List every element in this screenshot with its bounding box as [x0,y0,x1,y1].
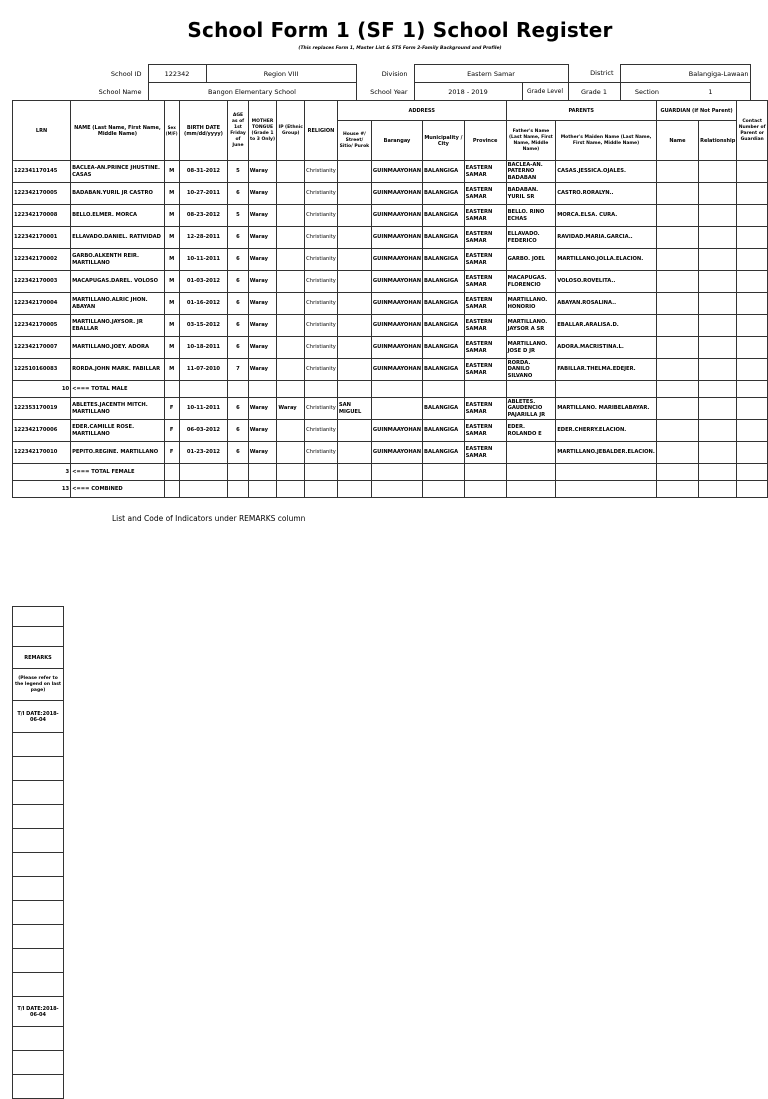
cell-birth: 12-28-2011 [179,227,228,249]
cell-sex: M [164,183,179,205]
cell-religion: Christianity [305,420,338,442]
col-relationship: Relationship [699,121,737,161]
cell-lrn: 122342170006 [13,420,71,442]
cell-birth: 01-16-2012 [179,293,228,315]
cell-barangay: GUINMAAYOHAN [371,161,422,183]
cell-guardian-name [656,161,698,183]
cell-municipality: BALANGIGA [423,249,465,271]
cell-age: 5 [228,161,248,183]
cell-province: EASTERN SAMAR [464,359,506,381]
cell-age: 6 [228,337,248,359]
cell-relationship [699,337,737,359]
cell-name: MARTILLANO.JAYSOR. JR EBALLAR [71,315,165,337]
cell-lrn: 122342170004 [13,293,71,315]
section-value: 1 [708,87,713,96]
cell-religion: Christianity [305,161,338,183]
cell-contact [737,359,768,381]
cell-barangay: GUINMAAYOHAN [371,205,422,227]
combined-row [13,481,768,498]
cell-religion: Christianity [305,249,338,271]
col-age: AGE as of 1st Friday of June [228,101,248,161]
cell-religion: Christianity [305,315,338,337]
register-table [12,100,768,498]
cell-tongue: Waray [248,205,277,227]
cell-birth: 08-31-2012 [179,161,228,183]
cell-house [337,183,371,205]
col-mother-tongue: MOTHER TONGUE (Grade 1 to 3 Only) [248,101,277,161]
cell-religion: Christianity [305,205,338,227]
cell-barangay: GUINMAAYOHAN [371,315,422,337]
student-row [13,315,768,337]
cell-relationship [699,249,737,271]
student-row [13,337,768,359]
cell-barangay: GUINMAAYOHAN [371,420,422,442]
cell-birth: 10-18-2011 [179,337,228,359]
cell-lrn: 122342170002 [13,249,71,271]
cell-contact [737,315,768,337]
cell-father: MARTILLANO. JAYSOR A SR [506,315,556,337]
cell-relationship [699,420,737,442]
cell-guardian-name [656,337,698,359]
cell-relationship [699,183,737,205]
col-religion: RELIGION [305,101,338,161]
cell-province: EASTERN SAMAR [464,337,506,359]
cell-age: 6 [228,315,248,337]
form-subtitle: (This replaces Form 1, Master List & STS Form 2-Family Background and Profile) [298,46,502,51]
col-guardian-name: Name [656,121,698,161]
total-female-label: <=== TOTAL FEMALE [71,464,165,481]
cell-tongue: Waray [248,293,277,315]
cell-ip [277,249,305,271]
school-year-value: 2018 - 2019 [414,83,522,101]
cell-birth: 06-03-2012 [179,420,228,442]
cell-religion: Christianity [305,183,338,205]
cell-name: RORDA.JOHN MARK. FABILLAR [71,359,165,381]
student-row [13,442,768,464]
cell-birth: 10-27-2011 [179,183,228,205]
cell-province: EASTERN SAMAR [464,249,506,271]
cell-guardian-name [656,249,698,271]
cell-tongue: Waray [248,161,277,183]
cell-municipality: BALANGIGA [423,398,465,420]
student-row [13,161,768,183]
cell-house [337,161,371,183]
col-father: Father's Name (Last Name, First Name, Middle Name) [506,121,556,161]
cell-municipality: BALANGIGA [423,161,465,183]
cell-ip [277,337,305,359]
cell-tongue: Waray [248,249,277,271]
student-row [13,205,768,227]
remarks-ti-2: T/I DATE:2018-06-04 [13,997,64,1027]
cell-guardian-name [656,293,698,315]
cell-contact [737,161,768,183]
cell-birth: 10-11-2011 [179,398,228,420]
cell-province: EASTERN SAMAR [464,205,506,227]
col-lrn: LRN [13,101,71,161]
cell-contact [737,271,768,293]
cell-province: EASTERN SAMAR [464,442,506,464]
student-row [13,271,768,293]
cell-religion: Christianity [305,398,338,420]
cell-relationship [699,293,737,315]
cell-relationship [699,161,737,183]
cell-contact [737,249,768,271]
cell-house [337,249,371,271]
cell-mother: ADORA.MACRISTINA.L. [556,337,657,359]
cell-lrn: 122342170003 [13,271,71,293]
cell-father: ABLETES. GAUDENCIO PAJARILLA JR [506,398,556,420]
cell-father: BACLEA-AN. PATERNO BADABAN [506,161,556,183]
cell-mother: CASAS.JESSICA.OJALES. [556,161,657,183]
cell-sex: M [164,359,179,381]
school-id-value: 122342 [148,65,206,83]
cell-father: BADABAN. YURIL SR [506,183,556,205]
legend-note: List and Code of Indicators under REMARKS column [112,514,306,523]
cell-mother: EBALLAR.ARALISA.D. [556,315,657,337]
col-parents: PARENTS [506,101,656,121]
cell-tongue: Waray [248,337,277,359]
female-rows [13,398,768,464]
cell-sex: M [164,271,179,293]
cell-mother: CASTRO.RORALYN.. [556,183,657,205]
cell-religion: Christianity [305,442,338,464]
cell-barangay: GUINMAAYOHAN [371,227,422,249]
male-rows [13,161,768,381]
remarks-header: REMARKS [13,647,64,669]
cell-name: BADABAN.YURIL JR CASTRO [71,183,165,205]
cell-relationship [699,359,737,381]
cell-municipality: BALANGIGA [423,315,465,337]
cell-guardian-name [656,359,698,381]
cell-tongue: Waray [248,442,277,464]
cell-barangay: GUINMAAYOHAN [371,293,422,315]
grade-level-label: Grade Level [522,83,568,101]
section-cell [620,83,750,101]
cell-ip [277,183,305,205]
total-male-count: 10 [13,381,71,398]
cell-relationship [699,398,737,420]
cell-relationship [699,315,737,337]
cell-lrn: 122342170008 [13,205,71,227]
cell-ip [277,293,305,315]
cell-guardian-name [656,183,698,205]
col-municipality: Municipality / City [423,121,465,161]
cell-ip [277,161,305,183]
cell-name: PEPITO.REGINE. MARTILLANO [71,442,165,464]
cell-father: MACAPUGAS. FLORENCIO [506,271,556,293]
cell-municipality: BALANGIGA [423,442,465,464]
cell-tongue: Waray [248,271,277,293]
student-row [13,359,768,381]
cell-province: EASTERN SAMAR [464,183,506,205]
cell-lrn: 122510160083 [13,359,71,381]
cell-contact [737,420,768,442]
cell-lrn: 122342170001 [13,227,71,249]
cell-ip [277,205,305,227]
cell-mother: MARTILLANO.JOLLA.ELACION. [556,249,657,271]
remarks-note: (Please refer to the legend on last page) [13,669,64,701]
cell-lrn: 122342170007 [13,337,71,359]
student-row [13,293,768,315]
cell-contact [737,442,768,464]
cell-sex: F [164,442,179,464]
cell-father: GARBO. JOEL [506,249,556,271]
cell-guardian-name [656,271,698,293]
total-male-row [13,381,768,398]
section-label: Section [634,87,659,96]
col-barangay: Barangay [371,121,422,161]
cell-age: 6 [228,442,248,464]
cell-sex: M [164,337,179,359]
cell-age: 6 [228,398,248,420]
cell-name: MARTILLANO.JOEY. ADORA [71,337,165,359]
student-row [13,183,768,205]
cell-age: 6 [228,420,248,442]
cell-contact [737,337,768,359]
cell-barangay: GUINMAAYOHAN [371,271,422,293]
cell-father: ELLAVADO. FEDERICO [506,227,556,249]
district-value: Balangiga-Lawaan [620,65,750,83]
cell-sex: M [164,161,179,183]
col-province: Province [464,121,506,161]
cell-ip [277,359,305,381]
cell-contact [737,205,768,227]
cell-house [337,359,371,381]
cell-contact [737,398,768,420]
cell-name: ABLETES.JACENTH MITCH. MARTILLANO [71,398,165,420]
cell-province: EASTERN SAMAR [464,227,506,249]
total-male-label: <=== TOTAL MALE [71,381,165,398]
col-ip: IP (Ethnic Group) [277,101,305,161]
division-value: Eastern Samar [414,65,568,83]
school-year-label: School Year [370,87,408,96]
total-female-row [13,464,768,481]
cell-lrn: 122342170005 [13,315,71,337]
student-row [13,249,768,271]
student-row [13,398,768,420]
cell-barangay: GUINMAAYOHAN [371,183,422,205]
cell-province: EASTERN SAMAR [464,398,506,420]
cell-age: 5 [228,205,248,227]
cell-contact [737,183,768,205]
district-label: District [590,69,614,78]
cell-father: EDER. ROLANDO E [506,420,556,442]
cell-tongue: Waray [248,359,277,381]
cell-barangay: GUINMAAYOHAN [371,442,422,464]
cell-sex: M [164,249,179,271]
cell-province: EASTERN SAMAR [464,420,506,442]
cell-father: RORDA. DANILO SILVANO [506,359,556,381]
col-mother: Mother's Maiden Name (Last Name, First Name, Middle Name) [556,121,657,161]
cell-relationship [699,442,737,464]
col-sex: Sex (M/F) [164,101,179,161]
cell-house [337,442,371,464]
cell-contact [737,227,768,249]
cell-relationship [699,271,737,293]
cell-birth: 10-11-2011 [179,249,228,271]
cell-ip [277,442,305,464]
cell-tongue: Waray [248,183,277,205]
cell-sex: M [164,315,179,337]
cell-guardian-name [656,227,698,249]
cell-religion: Christianity [305,293,338,315]
grade-level-value: Grade 1 [568,83,620,101]
cell-religion: Christianity [305,337,338,359]
cell-lrn: 122342170005 [13,183,71,205]
cell-tongue: Waray [248,398,277,420]
cell-mother: RAVIDAD.MARIA.GARCIA.. [556,227,657,249]
cell-religion: Christianity [305,227,338,249]
student-row [13,227,768,249]
cell-guardian-name [656,442,698,464]
cell-barangay: GUINMAAYOHAN [371,359,422,381]
cell-name: EDER.CAMILLE ROSE. MARTILLANO [71,420,165,442]
school-id-label: School ID [110,69,142,78]
region-value: Region VIII [206,65,356,83]
cell-father: MARTILLANO. JOSE D JR [506,337,556,359]
cell-mother: ABAYAN.ROSALINA.. [556,293,657,315]
cell-sex: M [164,293,179,315]
school-name-value: Bangon Elementary School [148,83,356,101]
cell-tongue: Waray [248,420,277,442]
cell-mother: FABILLAR.THELMA.EDEJER. [556,359,657,381]
cell-father [506,442,556,464]
cell-ip [277,227,305,249]
col-birth-date: BIRTH DATE (mm/dd/yyyy) [179,101,228,161]
cell-lrn: 122342170010 [13,442,71,464]
cell-municipality: BALANGIGA [423,359,465,381]
remarks-ti-1: T/I DATE:2018-06-04 [13,701,64,733]
division-label: Division [381,69,408,78]
cell-house [337,227,371,249]
cell-mother: MARTILLANO.JEBALDER.ELACION. [556,442,657,464]
col-house: House #/ Street/ Sitio/ Purok [337,121,371,161]
cell-name: BELLO.ELMER. MORCA [71,205,165,227]
cell-barangay: GUINMAAYOHAN [371,249,422,271]
cell-age: 6 [228,183,248,205]
cell-municipality: BALANGIGA [423,183,465,205]
cell-mother: MORCA.ELSA. CURA. [556,205,657,227]
combined-label: <=== COMBINED [71,481,165,498]
cell-sex: F [164,420,179,442]
cell-municipality: BALANGIGA [423,293,465,315]
cell-lrn: 122353170019 [13,398,71,420]
cell-religion: Christianity [305,271,338,293]
cell-name: GARBO.ALKENTH REIR. MARTILLANO [71,249,165,271]
cell-name: MACAPUGAS.DAREL. VOLOSO [71,271,165,293]
school-info-header [12,64,751,101]
school-name-label: School Name [98,87,142,96]
cell-municipality: BALANGIGA [423,337,465,359]
cell-house [337,337,371,359]
cell-father: BELLO. RINO ECHAS [506,205,556,227]
cell-municipality: BALANGIGA [423,205,465,227]
cell-mother: EDER.CHERRY.ELACION. [556,420,657,442]
cell-barangay [371,398,422,420]
cell-guardian-name [656,398,698,420]
cell-municipality: BALANGIGA [423,227,465,249]
cell-birth: 11-07-2010 [179,359,228,381]
cell-name: ELLAVADO.DANIEL. RATIVIDAD [71,227,165,249]
cell-name: BACLEA-AN.PRINCE JHUSTINE. CASAS [71,161,165,183]
col-name: NAME (Last Name, First Name, Middle Name) [71,101,165,161]
cell-birth: 03-15-2012 [179,315,228,337]
cell-house [337,205,371,227]
cell-contact [737,293,768,315]
col-contact: Contact Number of Parent or Guardian [737,101,768,161]
cell-sex: F [164,398,179,420]
cell-guardian-name [656,315,698,337]
cell-province: EASTERN SAMAR [464,271,506,293]
cell-house [337,315,371,337]
cell-house: SAN MIGUEL [337,398,371,420]
cell-tongue: Waray [248,315,277,337]
cell-father: MARTILLANO. HONORIO [506,293,556,315]
cell-ip [277,315,305,337]
cell-guardian-name [656,205,698,227]
cell-barangay: GUINMAAYOHAN [371,337,422,359]
cell-ip: Waray [277,398,305,420]
col-address: ADDRESS [337,101,506,121]
cell-relationship [699,205,737,227]
remarks-panel [12,606,64,1099]
cell-mother: VOLOSO.ROVELITA.. [556,271,657,293]
cell-age: 6 [228,227,248,249]
cell-ip [277,420,305,442]
col-guardian: GUARDIAN (if Not Parent) [656,101,737,121]
cell-age: 6 [228,249,248,271]
cell-name: MARTILLANO.ALRIC JHON. ABAYAN [71,293,165,315]
cell-municipality: BALANGIGA [423,271,465,293]
cell-house [337,420,371,442]
cell-province: EASTERN SAMAR [464,315,506,337]
cell-province: EASTERN SAMAR [464,293,506,315]
cell-house [337,271,371,293]
cell-birth: 01-03-2012 [179,271,228,293]
cell-age: 7 [228,359,248,381]
cell-province: EASTERN SAMAR [464,161,506,183]
cell-birth: 01-23-2012 [179,442,228,464]
cell-guardian-name [656,420,698,442]
cell-municipality: BALANGIGA [423,420,465,442]
cell-sex: M [164,227,179,249]
cell-house [337,293,371,315]
student-row [13,420,768,442]
cell-age: 6 [228,293,248,315]
cell-birth: 08-23-2012 [179,205,228,227]
cell-religion: Christianity [305,359,338,381]
cell-relationship [699,227,737,249]
cell-tongue: Waray [248,227,277,249]
cell-lrn: 122341170145 [13,161,71,183]
cell-sex: M [164,205,179,227]
cell-ip [277,271,305,293]
total-female-count: 3 [13,464,71,481]
cell-mother: MARTILLANO. MARIBELABAYAR. [556,398,657,420]
cell-age: 6 [228,271,248,293]
form-title: School Form 1 (SF 1) School Register [187,18,613,42]
combined-count: 13 [13,481,71,498]
